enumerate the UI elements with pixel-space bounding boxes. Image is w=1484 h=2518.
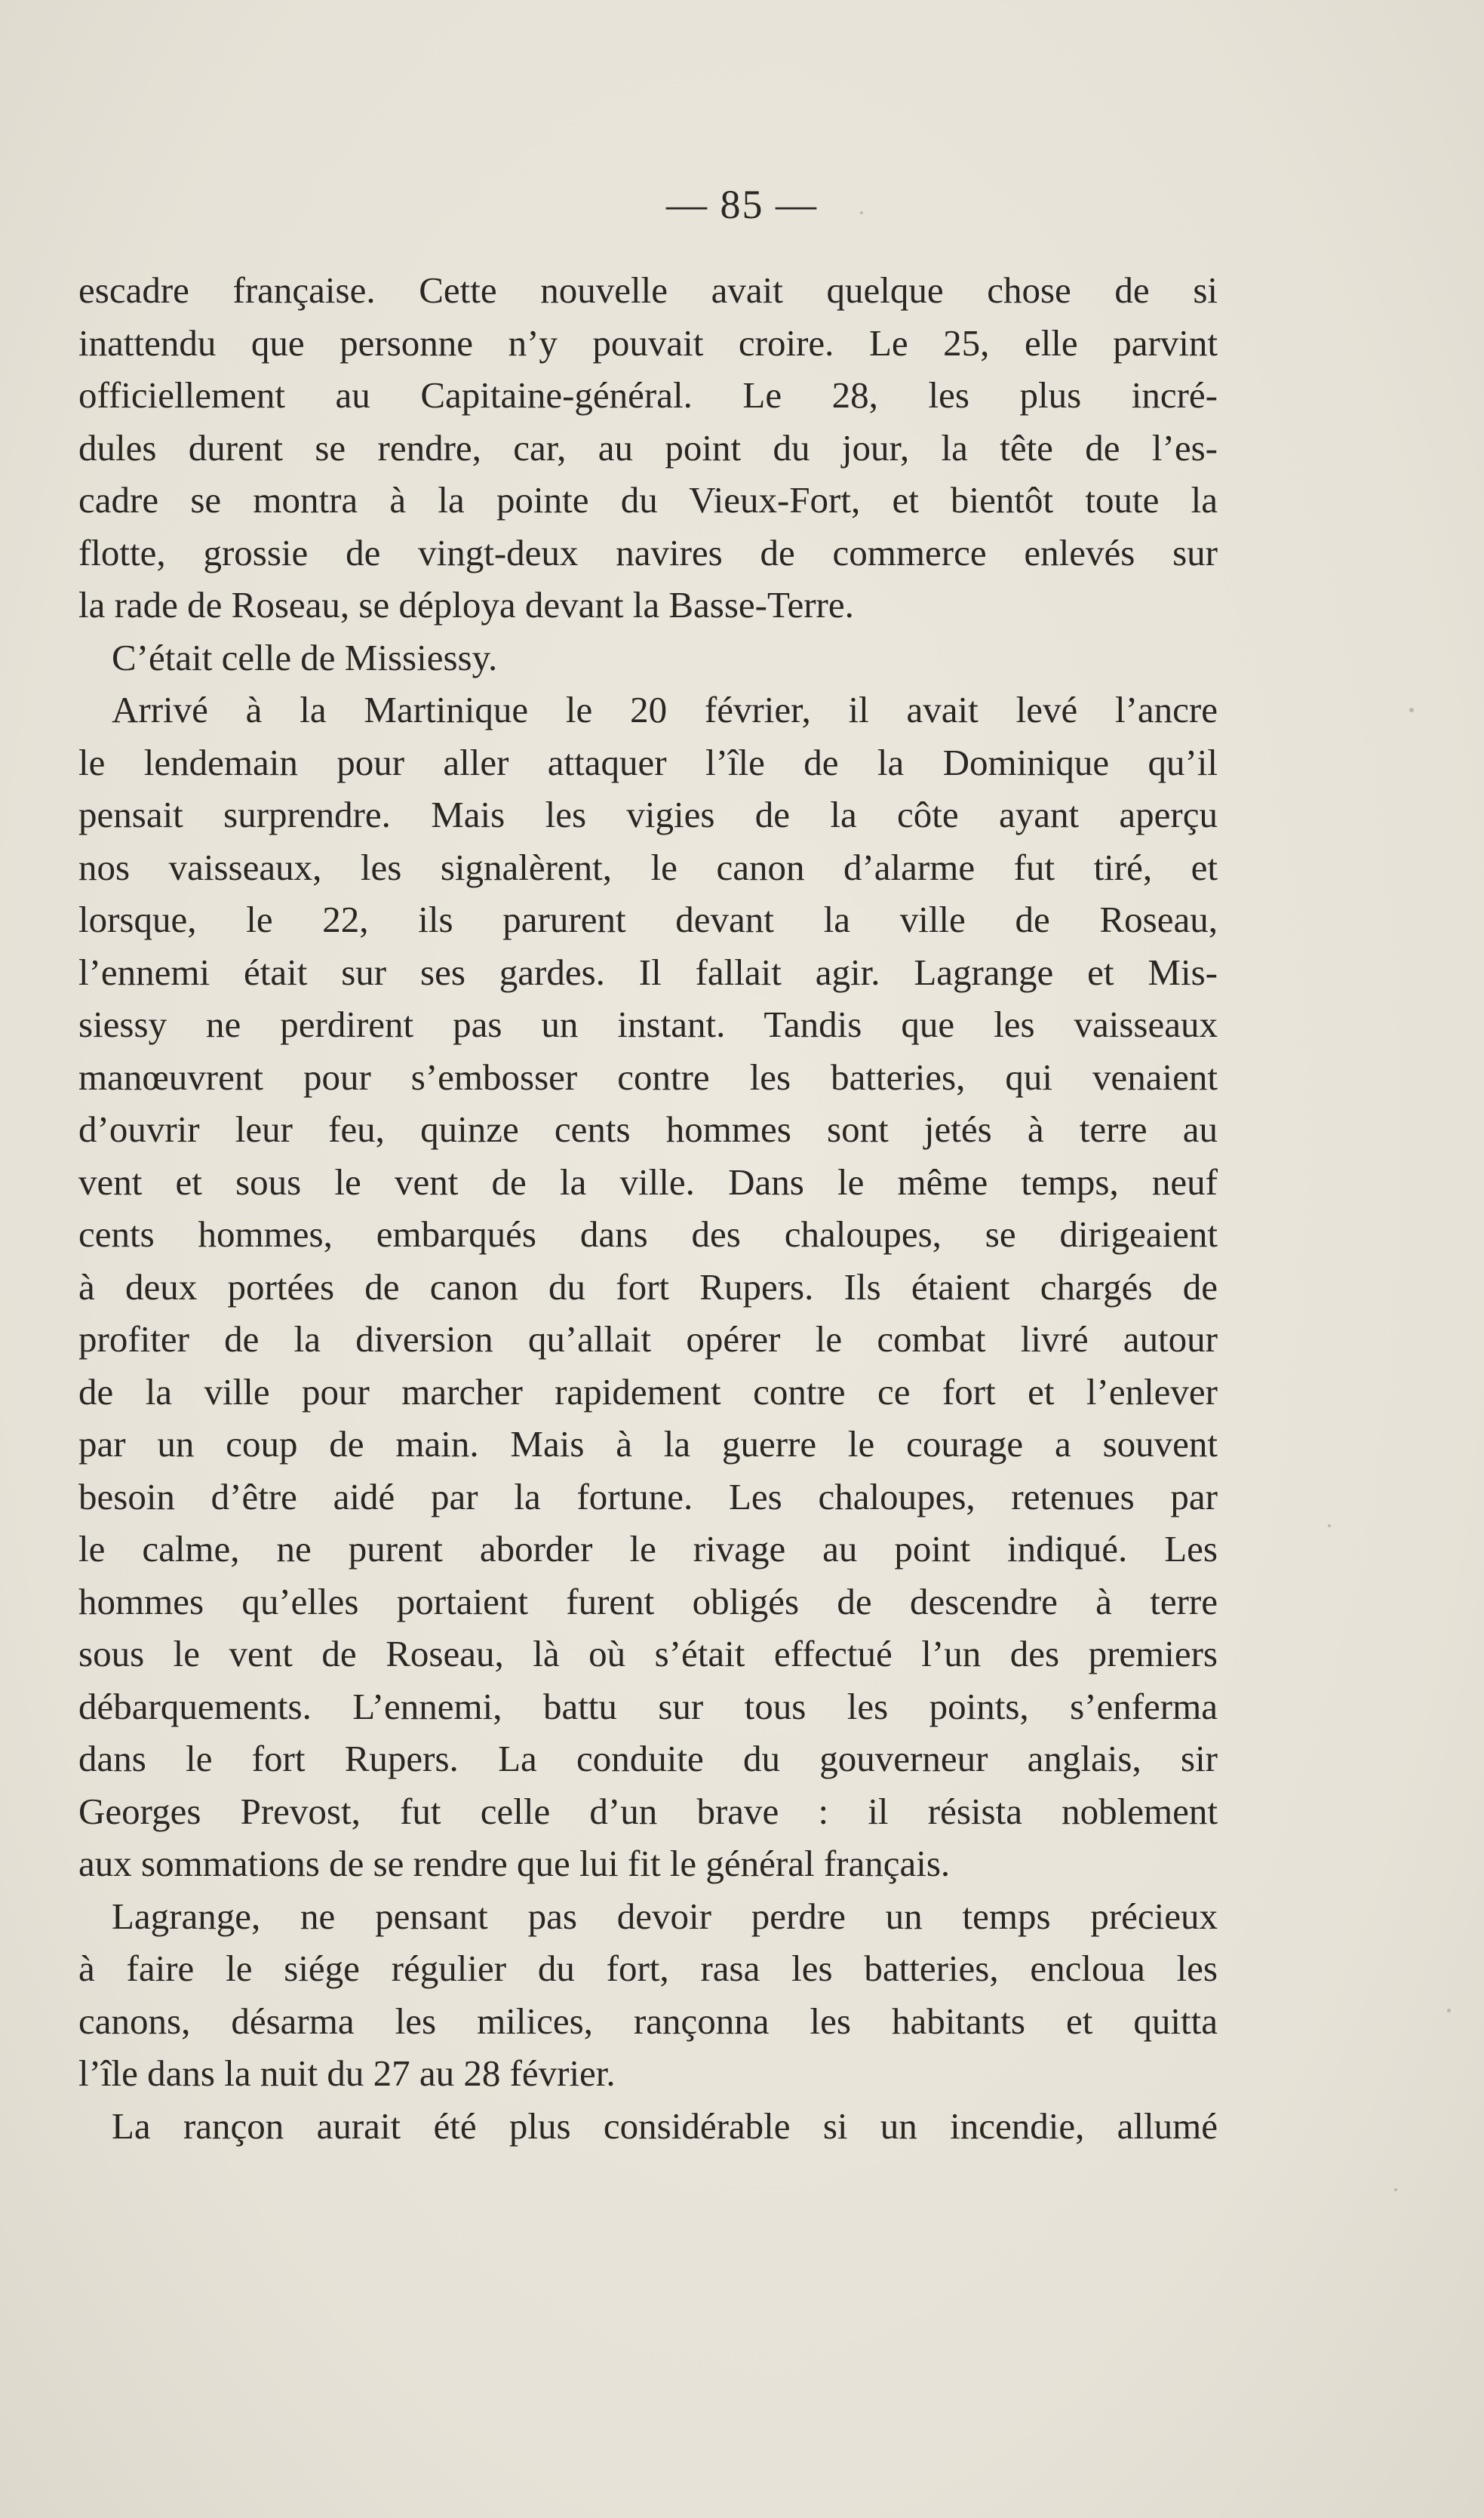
text-line: La rançon aurait été plus considérable si un incendie, allumé xyxy=(112,2104,1218,2147)
text-line: pensait surprendre. Mais les vigies de la côte ayant aperçu xyxy=(78,794,1218,835)
text-line: l’île dans la nuit du 27 au 28 février. xyxy=(78,2052,616,2094)
text-line: le calme, ne purent aborder le rivage au point indiqué. Les xyxy=(78,1528,1218,1570)
paper-speck xyxy=(860,211,863,214)
text-line: lorsque, le 22, ils parurent devant la ville de Roseau, xyxy=(78,899,1218,940)
paper-speck xyxy=(1394,2188,1397,2191)
text-line: Lagrange, ne pensant pas devoir perdre un temps précieux xyxy=(112,1895,1218,1937)
text-line: siessy ne perdirent pas un instant. Tandis que les vaisseaux xyxy=(78,1004,1218,1045)
text-line: escadre française. Cette nouvelle avait quelque chose de si xyxy=(78,269,1218,311)
paper-speck xyxy=(1328,1524,1331,1527)
text-line: à deux portées de canon du fort Rupers. Ils étaient chargés de xyxy=(78,1265,1218,1308)
body-text xyxy=(78,264,1218,2152)
paper-speck xyxy=(1447,2009,1451,2012)
text-line: la rade de Roseau, se déploya devant la Basse-Terre. xyxy=(78,584,854,626)
text-line: C’était celle de Missiessy. xyxy=(112,636,498,678)
text-line: vent et sous le vent de la ville. Dans le même temps, neuf xyxy=(78,1161,1218,1203)
text-line: par un coup de main. Mais à la guerre le courage a souvent xyxy=(78,1423,1218,1465)
text-line: hommes qu’elles portaient furent obligés de descendre à terre xyxy=(78,1580,1218,1622)
text-line: le lendemain pour aller attaquer l’île de la Dominique qu’il xyxy=(78,741,1218,783)
text-line: profiter de la diversion qu’allait opérer le combat livré autour xyxy=(78,1318,1218,1360)
text-line: besoin d’être aidé par la fortune. Les chaloupes, retenues par xyxy=(78,1475,1218,1517)
page-number: — 85 — xyxy=(666,182,818,227)
text-line: inattendu que personne n’y pouvait croire. Le 25, elle parvint xyxy=(78,321,1218,364)
text-line: d’ouvrir leur feu, quinze cents hommes sont jetés à terre au xyxy=(78,1108,1218,1150)
text-line: l’ennemi était sur ses gardes. Il fallait agir. Lagrange et Mis- xyxy=(78,951,1218,993)
text-line: sous le vent de Roseau, là où s’était effectué l’un des premiers xyxy=(78,1633,1218,1674)
text-line: Arrivé à la Martinique le 20 février, il avait levé l’ancre xyxy=(112,689,1218,730)
text-line: nos vaisseaux, les signalèrent, le canon d’alarme fut tiré, et xyxy=(78,846,1218,888)
text-line: flotte, grossie de vingt-deux navires de commerce enlevés sur xyxy=(78,531,1218,573)
text-line: officiellement au Capitaine-général. Le 28, les plus incré- xyxy=(78,374,1218,416)
text-line: de la ville pour marcher rapidement contre ce fort et l’enlever xyxy=(78,1370,1218,1413)
text-line: manœuvrent pour s’embosser contre les batteries, qui venaient xyxy=(78,1056,1218,1098)
text-line: canons, désarma les milices, rançonna les habitants et quitta xyxy=(78,2000,1218,2042)
text-line: débarquements. L’ennemi, battu sur tous les points, s’enferma xyxy=(78,1685,1218,1727)
text-line: dans le fort Rupers. La conduite du gouverneur anglais, sir xyxy=(78,1738,1218,1779)
text-line: dules durent se rendre, car, au point du jour, la tête de l’es- xyxy=(78,426,1218,469)
text-line: Georges Prevost, fut celle d’un brave : il résista noblement xyxy=(78,1790,1218,1832)
text-line: cents hommes, embarqués dans des chaloupes, se dirigeaient xyxy=(78,1213,1218,1255)
text-line: aux sommations de se rendre que lui fit le général français. xyxy=(78,1843,951,1884)
paper-speck xyxy=(1409,708,1414,712)
text-line: à faire le siége régulier du fort, rasa les batteries, encloua les xyxy=(78,1948,1218,1989)
text-line: cadre se montra à la pointe du Vieux-Fort, et bientôt toute la xyxy=(78,479,1218,521)
